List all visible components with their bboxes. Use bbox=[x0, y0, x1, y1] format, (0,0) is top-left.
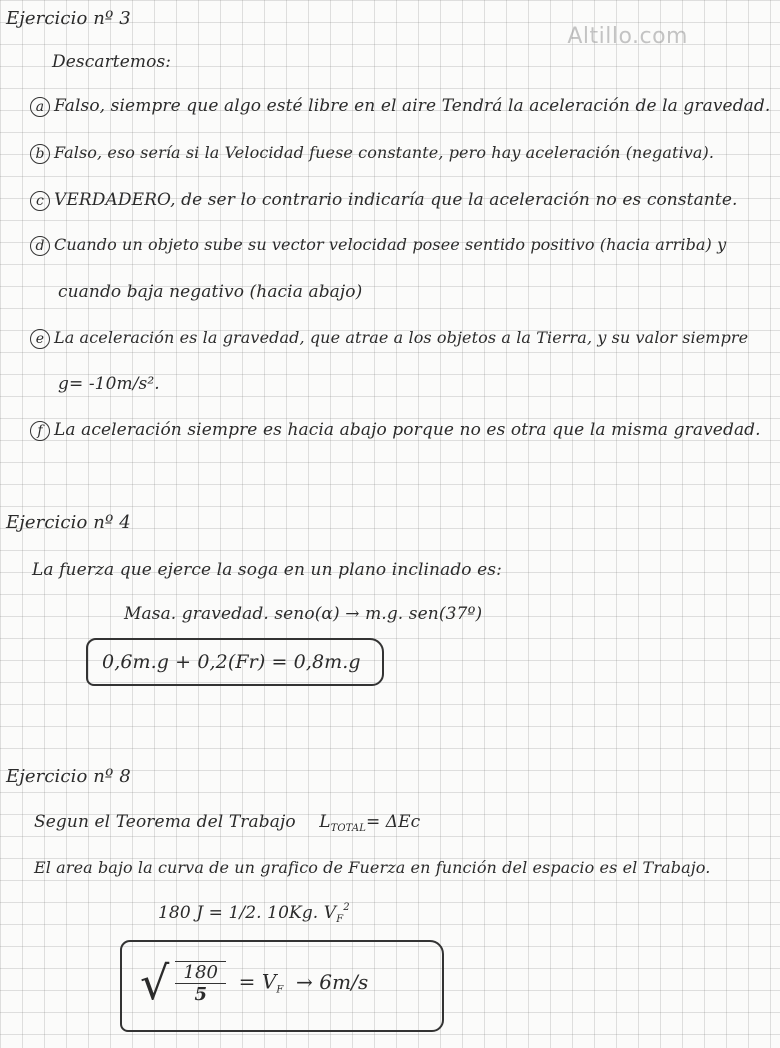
item-marker: a bbox=[30, 97, 50, 117]
fraction bbox=[175, 961, 226, 1005]
ex8-work-symbol: L bbox=[319, 812, 331, 832]
watermark: Altillo.com bbox=[567, 24, 688, 49]
ex8-boxed-content bbox=[140, 956, 368, 1010]
ex8-line1 bbox=[34, 812, 420, 834]
item-text: VERDADERO, de ser lo contrario indicaría que la aceleración no es constante. bbox=[54, 190, 738, 210]
ex3-item-f bbox=[30, 420, 761, 441]
ex4-line1: La fuerza que ejerce la soga en un plano inclinado es: bbox=[32, 560, 502, 580]
ex8-line2: El area bajo la curva de un grafico de Fuerza en función del espacio es el Trabajo. bbox=[34, 858, 711, 877]
fraction-denominator: 5 bbox=[194, 984, 208, 1005]
ex8-work-subscript: TOTAL bbox=[330, 823, 366, 834]
ex3-item-d-cont: cuando baja negativo (hacia abajo) bbox=[58, 282, 363, 302]
item-marker: b bbox=[30, 144, 50, 164]
item-text: Falso, siempre que algo esté libre en el aire Tendrá la aceleración de la gravedad. bbox=[54, 96, 771, 116]
fraction-numerator: 180 bbox=[175, 962, 226, 984]
ex3-item-a bbox=[30, 96, 770, 117]
ex8-line1-text: Segun el Teorema del Trabajo bbox=[34, 812, 296, 832]
ex8-equation: 180 J = 1/2. 10Kg. V bbox=[158, 903, 337, 923]
ex4-boxed-text: 0,6m.g + 0,2(Fr) = 0,8m.g bbox=[102, 651, 361, 673]
item-text: La aceleración es la gravedad, que atrae a los objetos a la Tierra, y su valor siempre bbox=[54, 328, 749, 347]
velocity: = V bbox=[238, 969, 277, 994]
ex4-title: Ejercicio nº 4 bbox=[6, 512, 131, 533]
ex8-line3 bbox=[158, 902, 350, 925]
item-marker: e bbox=[30, 329, 50, 349]
ex4-boxed-equation bbox=[86, 638, 384, 686]
ex4-line2: Masa. gravedad. seno(α) → m.g. sen(37º) bbox=[124, 604, 483, 624]
sqrt-icon: √ bbox=[140, 956, 170, 1010]
result: → 6m/s bbox=[295, 969, 369, 994]
item-marker: d bbox=[30, 236, 50, 256]
ex3-item-c bbox=[30, 190, 738, 211]
velocity-subscript: F bbox=[276, 984, 284, 996]
ex3-intro: Descartemos: bbox=[52, 52, 172, 72]
ex3-title: Ejercicio nº 3 bbox=[6, 8, 131, 29]
item-marker: c bbox=[30, 191, 50, 211]
ex3-item-b bbox=[30, 143, 714, 164]
item-text: Falso, eso sería si la Velocidad fuese constante, pero hay aceleración (negativa). bbox=[54, 143, 715, 162]
ex8-velocity-subscript: F bbox=[336, 914, 344, 925]
item-text: La aceleración siempre es hacia abajo porque no es otra que la misma gravedad. bbox=[54, 420, 761, 440]
ex3-item-e-cont: g= -10m/s². bbox=[58, 374, 160, 394]
ex8-energy: = ΔEc bbox=[365, 812, 421, 832]
item-text: Cuando un objeto sube su vector velocidad posee sentido positivo (hacia arriba) y bbox=[54, 235, 727, 254]
ex8-velocity-exponent: 2 bbox=[343, 902, 350, 913]
ex3-item-d bbox=[30, 235, 726, 256]
ex8-title: Ejercicio nº 8 bbox=[6, 766, 131, 787]
ex3-item-e bbox=[30, 328, 748, 349]
ex8-boxed-equation bbox=[120, 940, 444, 1032]
item-marker: f bbox=[30, 421, 50, 441]
